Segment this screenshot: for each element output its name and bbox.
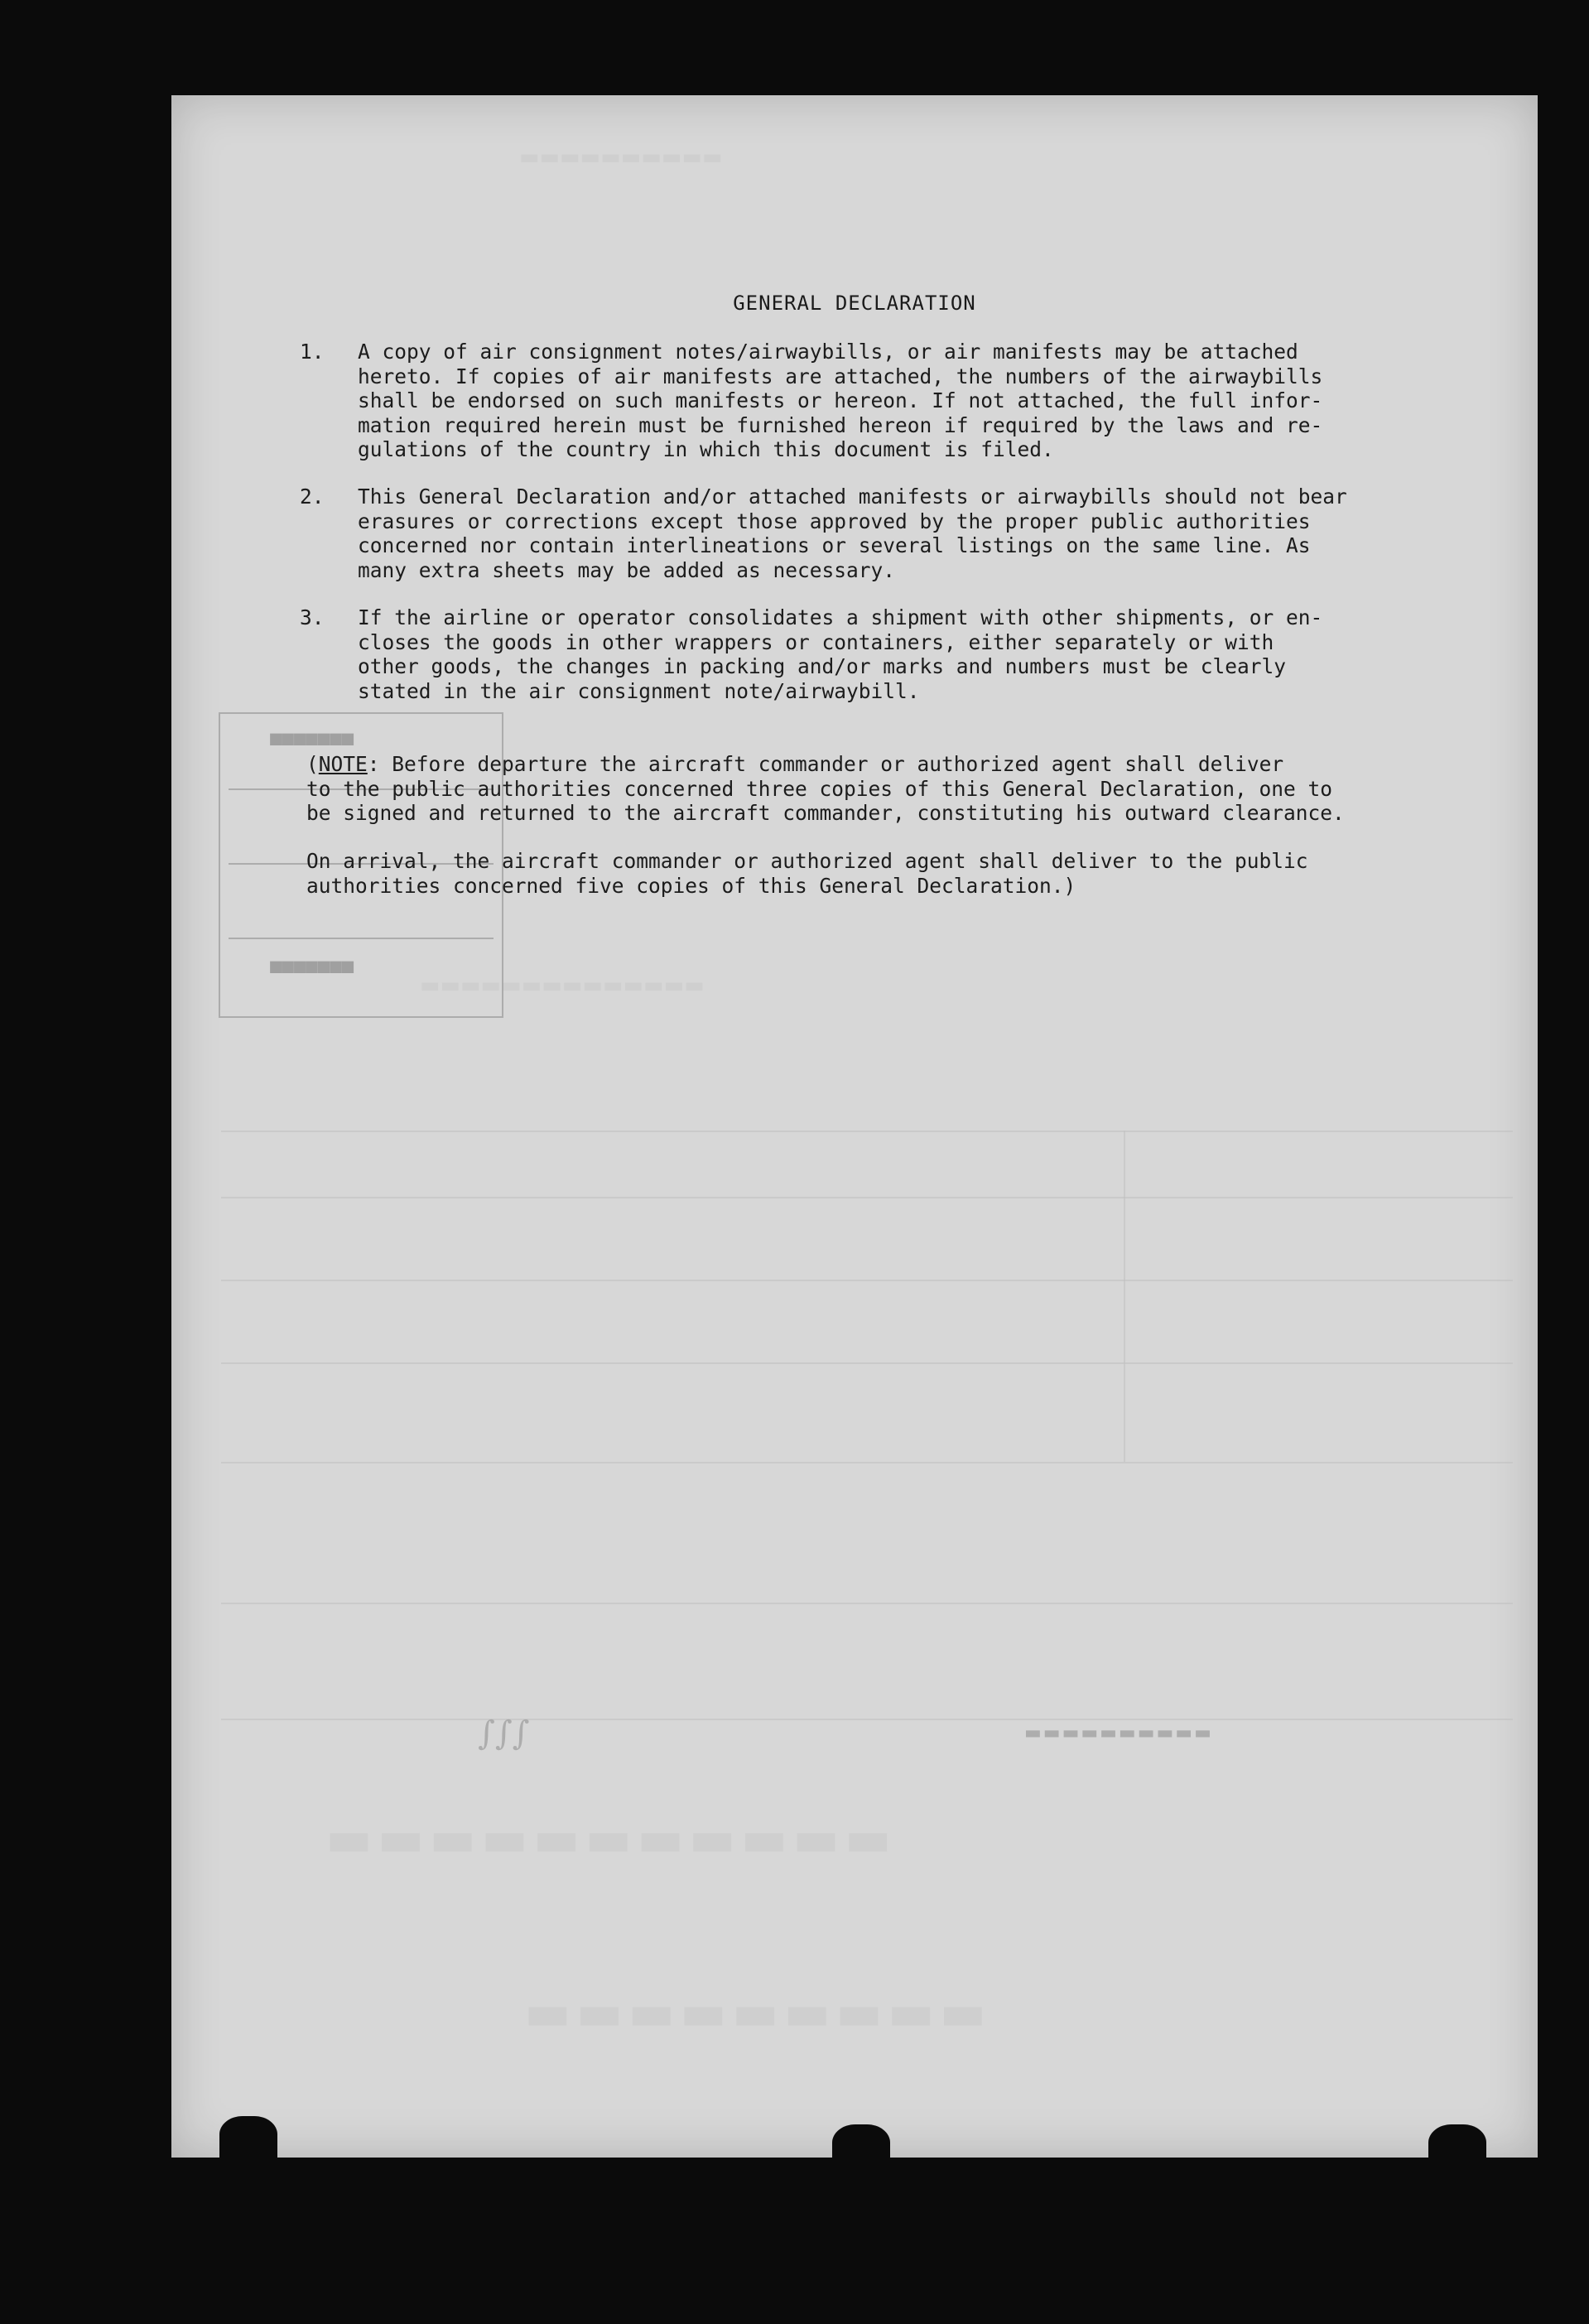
reverse-rule-line — [221, 1603, 1513, 1604]
binding-tab — [219, 2116, 277, 2162]
stamp-mark: ■■■■■■■ — [270, 954, 354, 977]
stamped-mark: ▬▬▬▬▬▬▬▬▬▬ — [1024, 1723, 1213, 1743]
reverse-rule-line — [221, 1719, 1513, 1720]
reverse-rule-line — [221, 1362, 1513, 1364]
item-number: 2. — [300, 485, 325, 509]
reverse-bleed-through: ▬▬▬▬▬▬▬▬▬▬▬ — [320, 1810, 892, 1868]
reverse-rule-line — [1124, 1131, 1125, 1462]
page-title: GENERAL DECLARATION — [733, 292, 976, 315]
item-text: If the airline or operator consolidates a shipment with other shipments, or en- closes the goods in other wrappers or containers, either separately or with other goods, the changes in packing and/or marks and numbers must be clearly stated in the air consignment note/airwaybill. — [358, 605, 1323, 703]
reverse-rule-line — [221, 1280, 1513, 1281]
item-text: This General Declaration and/or attached manifests or airwaybills should not bear erasures or corrections except those approved by the proper public authorities concerned nor contain interlineations or several listings on the same line. As many extra sheets may be added as necessary. — [358, 485, 1347, 582]
document-page — [171, 95, 1538, 2158]
note-arrival-paragraph: On arrival, the aircraft commander or authorized agent shall deliver to the public authorities concerned five copies of this General Declaration.) — [306, 849, 1308, 898]
note-open-paren: ( — [306, 752, 319, 776]
stamp-mark: ■■■■■■■ — [270, 726, 354, 750]
stamp-rule — [229, 938, 494, 939]
binding-tab — [832, 2124, 890, 2170]
note-text: Before departure the aircraft commander or authorized agent shall deliver to the public authorities concerned three copies of this General Declaration, one to be signed and returned to the aircraft commander, constituting his outward clearance. — [306, 752, 1345, 825]
reverse-bleed-through: ▬▬▬▬▬▬▬▬▬▬▬▬▬▬ — [420, 973, 705, 998]
reverse-rule-line — [221, 1462, 1513, 1463]
reverse-rule-line — [221, 1197, 1513, 1198]
note-colon: : — [367, 752, 380, 776]
item-text: A copy of air consignment notes/airwaybills, or air manifests may be attached hereto. If copies of air manifests are attached, the numbers of the airwaybills shall be endorsed on such manifests or hereon. If not attached, the full infor- mation required herein must be furnished hereon if required by the laws and re- gulations of the country in which this document is filed. — [358, 340, 1323, 461]
note-label: NOTE — [318, 752, 368, 776]
note-paragraph — [306, 752, 1433, 826]
reverse-bleed-through: ▬▬▬▬▬▬▬▬▬ — [519, 1984, 987, 2042]
item-number: 1. — [300, 340, 325, 364]
reverse-rule-line — [221, 1131, 1513, 1132]
item-number: 3. — [300, 605, 325, 629]
handwritten-mark: ∫∫∫ — [478, 1714, 530, 1753]
binding-tab — [1428, 2124, 1486, 2170]
reverse-bleed-through: ▬▬▬▬▬▬▬▬▬▬ — [519, 145, 723, 170]
